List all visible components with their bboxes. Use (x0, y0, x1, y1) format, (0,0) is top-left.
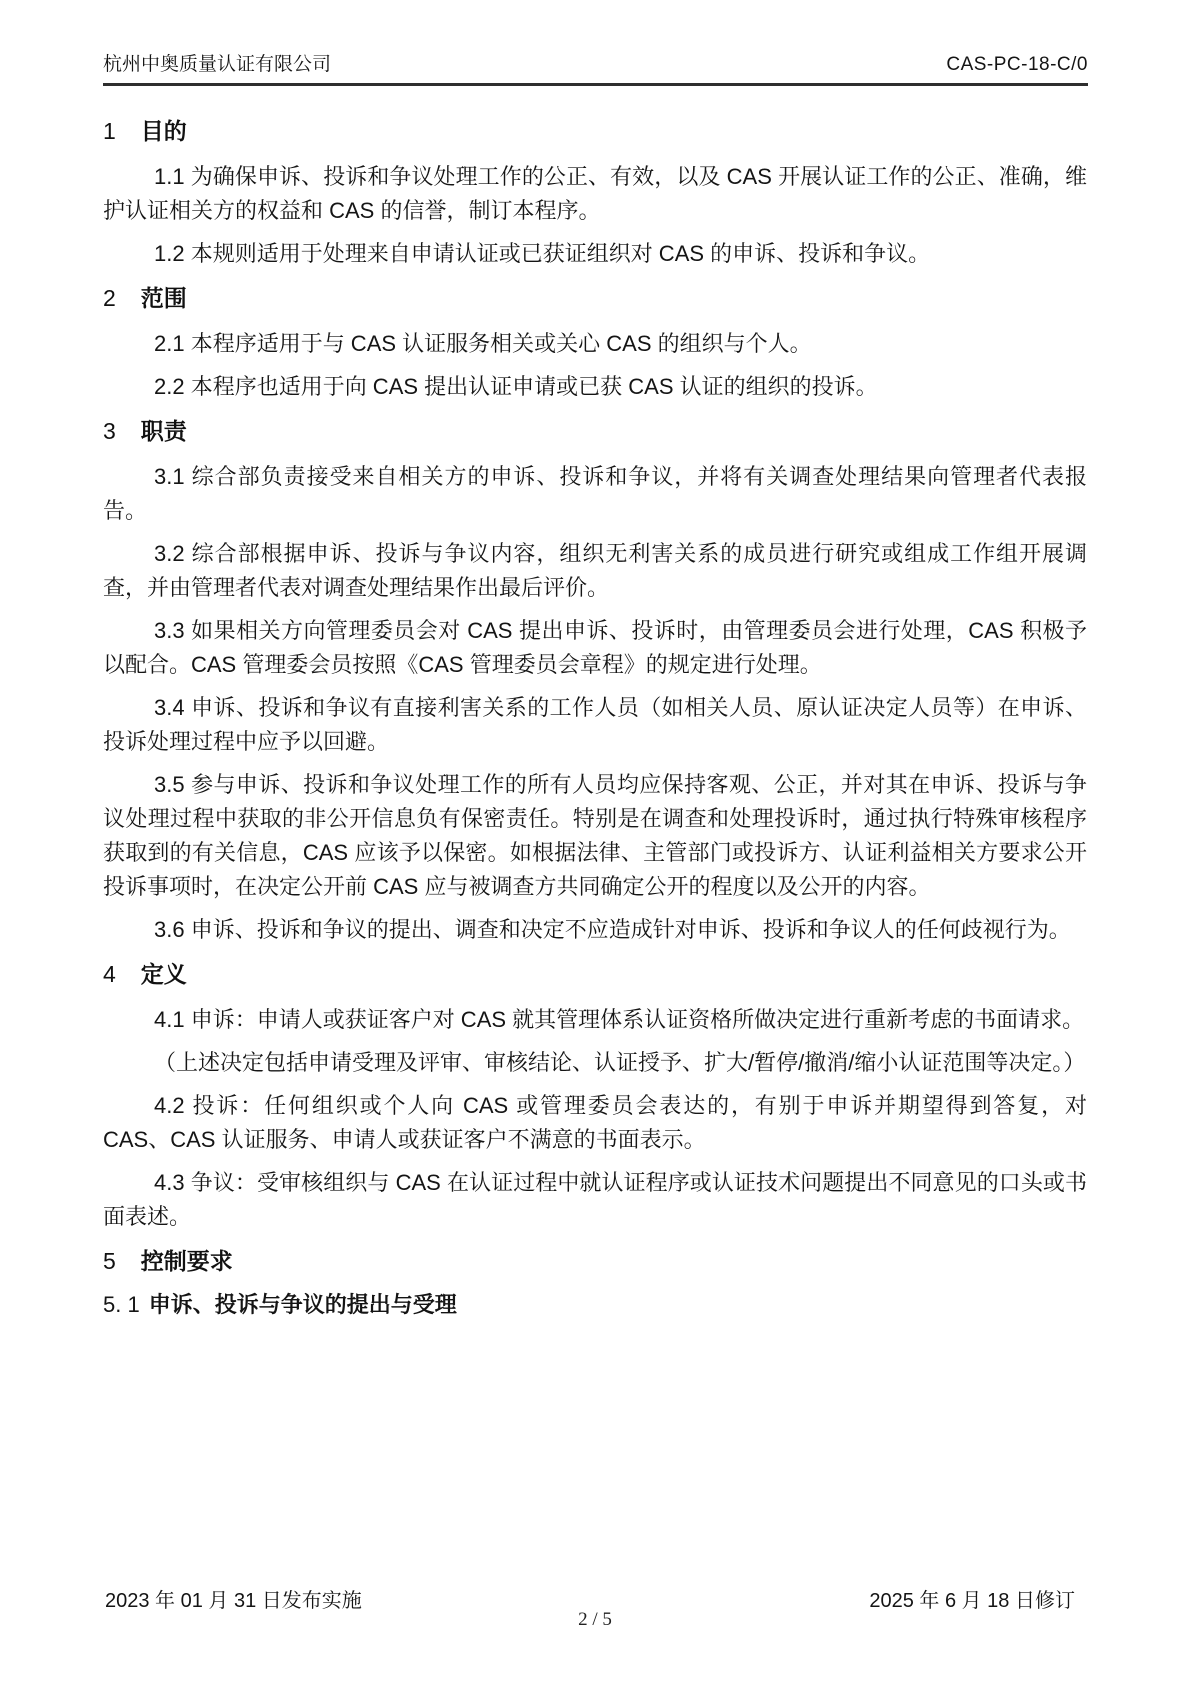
paragraph-4-2: 4.2 投诉：任何组织或个人向 CAS 或管理委员会表达的，有别于申诉并期望得到答复，对 CAS、CAS 认证服务、申请人或获证客户不满意的书面表示。 (103, 1093, 1087, 1152)
paragraph-1-2: 1.2 本规则适用于处理来自申请认证或已获证组织对 CAS 的申诉、投诉和争议。 (154, 241, 931, 266)
paragraph-3-1: 3.1 综合部负责接受来自相关方的申诉、投诉和争议，并将有关调查处理结果向管理者代表报告。 (103, 464, 1087, 523)
footer-issue-date: 2023 年 01 月 31 日发布实施 (105, 1590, 362, 1612)
subsection-heading-5-1 (103, 1290, 1087, 1320)
section-title: 目的 (140, 118, 187, 144)
paragraph-4-3: 4.3 争议：受审核组织与 CAS 在认证过程中就认证程序或认证技术问题提出不同意见的口头或书面表述。 (103, 1170, 1087, 1229)
section-number: 4 (103, 961, 116, 987)
paragraph-2-1: 2.1 本程序适用于与 CAS 认证服务相关或关心 CAS 的组织与个人。 (154, 331, 812, 356)
paragraph-3-5: 3.5 参与申诉、投诉和争议处理工作的所有人员均应保持客观、公正，并对其在申诉、投诉与争议处理过程中获取的非公开信息负有保密责任。特别是在调查和处理投诉时，通过执行特殊审核程序获取到的有关信息，CAS 应该予以保密。如根据法律、主管部门或投诉方、认证利益相关方要求公开投诉事项时，在决定公开前 CAS 应与被调查方共同确定公开的程度以及公开的内容。 (103, 772, 1087, 899)
page-header (103, 54, 1088, 86)
section-title: 范围 (140, 285, 187, 311)
paragraph-3-3: 3.3 如果相关方向管理委员会对 CAS 提出申诉、投诉时，由管理委员会进行处理，CAS 积极予以配合。CAS 管理委会员按照《CAS 管理委员会章程》的规定进行处理。 (103, 618, 1087, 677)
paragraph-1-1: 1.1 为确保申诉、投诉和争议处理工作的公正、有效，以及 CAS 开展认证工作的公正、准确，维护认证相关方的权益和 CAS 的信誉，制订本程序。 (103, 164, 1087, 223)
document-body (103, 116, 1087, 1320)
section-title: 定义 (140, 961, 187, 987)
section-heading-3 (103, 416, 1087, 446)
section-number: 3 (103, 418, 116, 444)
paragraph-2-2: 2.2 本程序也适用于向 CAS 提出认证申请或已获 CAS 认证的组织的投诉。 (154, 374, 878, 399)
company-name: 杭州中奥质量认证有限公司 (103, 54, 332, 75)
doc-code: CAS-PC-18-C/0 (946, 54, 1088, 75)
section-title: 控制要求 (140, 1248, 233, 1274)
paragraph-3-6: 3.6 申诉、投诉和争议的提出、调查和决定不应造成针对申诉、投诉和争议人的任何歧视行为。 (154, 917, 1071, 942)
subsection-number: 5. 1 (103, 1292, 140, 1317)
section-number: 1 (103, 118, 116, 144)
paragraph-3-2: 3.2 综合部根据申诉、投诉与争议内容，组织无利害关系的成员进行研究或组成工作组开展调查，并由管理者代表对调查处理结果作出最后评价。 (103, 541, 1087, 600)
section-number: 2 (103, 285, 116, 311)
section-heading-1 (103, 116, 1087, 146)
subsection-title: 申诉、投诉与争议的提出与受理 (148, 1292, 457, 1317)
footer-revision-date: 2025 年 6 月 18 日修订 (869, 1590, 1075, 1612)
section-heading-4 (103, 959, 1087, 989)
paragraph-3-4: 3.4 申诉、投诉和争议有直接利害关系的工作人员（如相关人员、原认证决定人员等）在申诉、投诉处理过程中应予以回避。 (103, 695, 1087, 754)
paragraph-4-note: （上述决定包括申请受理及评审、审核结论、认证授予、扩大/暂停/撤消/缩小认证范围等决定。） (154, 1050, 1086, 1075)
section-heading-5 (103, 1246, 1087, 1276)
section-number: 5 (103, 1248, 116, 1274)
paragraph-4-1: 4.1 申诉：申请人或获证客户对 CAS 就其管理体系认证资格所做决定进行重新考虑的书面请求。 (154, 1007, 1085, 1032)
footer-page-number: 2 / 5 (578, 1609, 612, 1630)
section-title: 职责 (140, 418, 187, 444)
section-heading-2 (103, 283, 1087, 313)
